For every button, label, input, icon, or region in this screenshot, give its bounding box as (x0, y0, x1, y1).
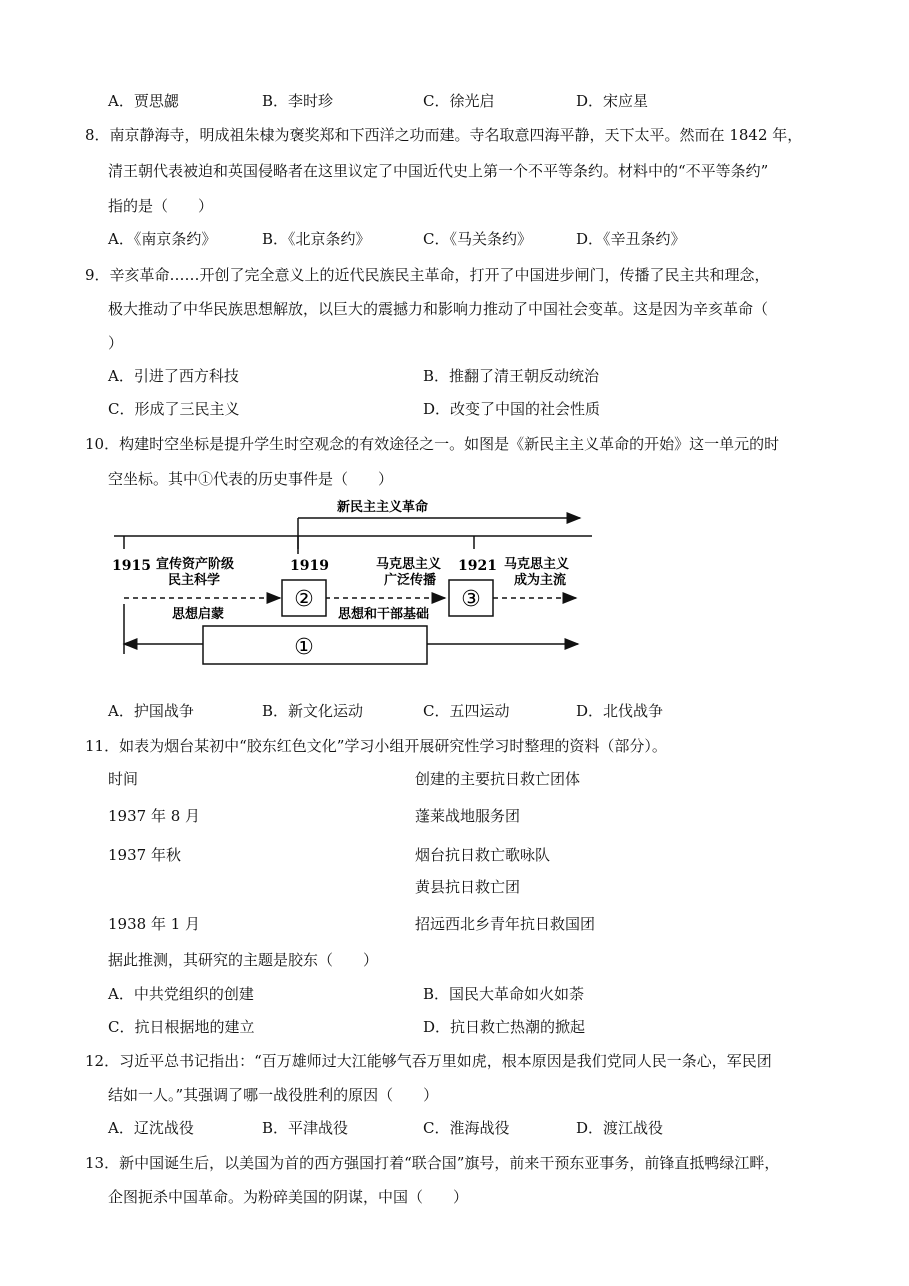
q13-line-2: 企图扼杀中国革命。为粉碎美国的阴谋，中国（ ） (108, 1188, 469, 1206)
q8-option-d: D．《辛丑条约》 (576, 230, 686, 248)
q10-option-a: A．护国战争 (108, 702, 194, 720)
q9-line-1: 9．辛亥革命……开创了完全意义上的近代民族民主革命，打开了中国进步闸门，传播了民主共和理念， (85, 266, 770, 284)
timeline-diagram (100, 494, 600, 674)
q8-option-a: A．《南京条约》 (108, 230, 217, 248)
q12-option-c: C．淮海战役 (423, 1119, 510, 1137)
q13-line-1: 13．新中国诞生后，以美国为首的西方强国打着“联合国”旗号，前来干预东亚事务，前锋直抵鸭绿江畔， (85, 1154, 780, 1172)
q8-line-2: 清王朝代表被迫和英国侵略者在这里议定了中国近代史上第一个不平等条约。材料中的“不平等条约” (108, 162, 769, 180)
below-label-1: 思想启蒙 (172, 607, 225, 622)
q7-option-a: A．贾思勰 (108, 92, 179, 110)
nd-revolution-label: 新民主主义革命 (337, 500, 429, 515)
q11-line-1: 11．如表为烟台某初中“胶东红色文化”学习小组开展研究性学习时整理的资料（部分）。 (85, 737, 667, 755)
q11-option-a: A．中共党组织的创建 (108, 985, 254, 1003)
table-cell-r2-c2: 烟台抗日救亡歌咏队 (415, 846, 551, 864)
below-label-2: 思想和干部基础 (338, 607, 430, 622)
box-2-label: ② (294, 587, 314, 612)
q10-line-2: 空坐标。其中①代表的历史事件是（ ） (108, 470, 394, 488)
q8-line-1: 8．南京静海寺，明成祖朱棣为褒奖郑和下西洋之功而建。寺名取意四海平静，天下太平。然而在 1842 年， (85, 126, 803, 144)
q9-option-d: D．改变了中国的社会性质 (423, 400, 601, 418)
q12-option-b: B．平津战役 (262, 1119, 349, 1137)
q11-question: 据此推测，其研究的主题是胶东（ ） (108, 951, 379, 969)
seg3-label-1: 马克思主义 (504, 557, 570, 572)
q9-line-3: ） (108, 334, 124, 352)
q8-option-b: B．《北京条约》 (262, 230, 371, 248)
table-cell-r1-c1: 1937 年 8 月 (108, 807, 201, 825)
q10-option-d: D．北伐战争 (576, 702, 664, 720)
seg3-label-2: 成为主流 (514, 573, 567, 588)
q11-option-b: B．国民大革命如火如荼 (423, 985, 585, 1003)
year-1919: 1919 (290, 558, 329, 574)
q8-option-c: C．《马关条约》 (423, 230, 532, 248)
table-header-time: 时间 (108, 770, 139, 788)
table-cell-r3-c2: 黄县抗日救亡团 (415, 878, 521, 896)
table-header-group: 创建的主要抗日救亡团体 (415, 770, 581, 788)
table-cell-r1-c2: 蓬莱战地服务团 (415, 807, 521, 825)
q12-option-a: A．辽沈战役 (108, 1119, 194, 1137)
q12-option-d: D．渡江战役 (576, 1119, 664, 1137)
table-cell-r2-c1: 1937 年秋 (108, 846, 181, 864)
q10-line-1: 10．构建时空坐标是提升学生时空观念的有效途径之一。如图是《新民主主义革命的开始》这一单元的时 (85, 435, 780, 453)
box-1-label: ① (294, 635, 314, 660)
seg1-label-2: 民主科学 (168, 573, 221, 588)
q12-line-1: 12．习近平总书记指出：“百万雄师过大江能够气吞万里如虎，根本原因是我们党同人民一条心，军民团 (85, 1052, 772, 1070)
table-cell-r4-c1: 1938 年 1 月 (108, 915, 201, 933)
q11-option-c: C．抗日根据地的建立 (108, 1018, 255, 1036)
seg2-label-2: 广泛传播 (384, 573, 437, 588)
q7-option-b: B．李时珍 (262, 92, 334, 110)
q10-option-c: C．五四运动 (423, 702, 510, 720)
year-1921: 1921 (458, 558, 497, 574)
q9-option-b: B．推翻了清王朝反动统治 (423, 367, 600, 385)
q12-line-2: 结如一人。”其强调了哪一战役胜利的原因（ ） (108, 1086, 439, 1104)
q9-option-a: A．引进了西方科技 (108, 367, 239, 385)
q7-option-c: C．徐光启 (423, 92, 495, 110)
year-1915: 1915 (112, 558, 151, 574)
seg2-label-1: 马克思主义 (376, 557, 442, 572)
seg1-label-1: 宣传资产阶级 (156, 557, 235, 572)
box-3-label: ③ (461, 587, 481, 612)
q10-option-b: B．新文化运动 (262, 702, 364, 720)
q11-option-d: D．抗日救亡热潮的掀起 (423, 1018, 586, 1036)
table-cell-r4-c2: 招远西北乡青年抗日救国团 (415, 915, 596, 933)
q9-line-2: 极大推动了中华民族思想解放，以巨大的震撼力和影响力推动了中国社会变革。这是因为辛亥革命（ (108, 300, 769, 318)
box-1 (203, 626, 427, 664)
q7-option-d: D．宋应星 (576, 92, 649, 110)
q8-line-3: 指的是（ ） (108, 197, 214, 215)
q9-option-c: C．形成了三民主义 (108, 400, 240, 418)
